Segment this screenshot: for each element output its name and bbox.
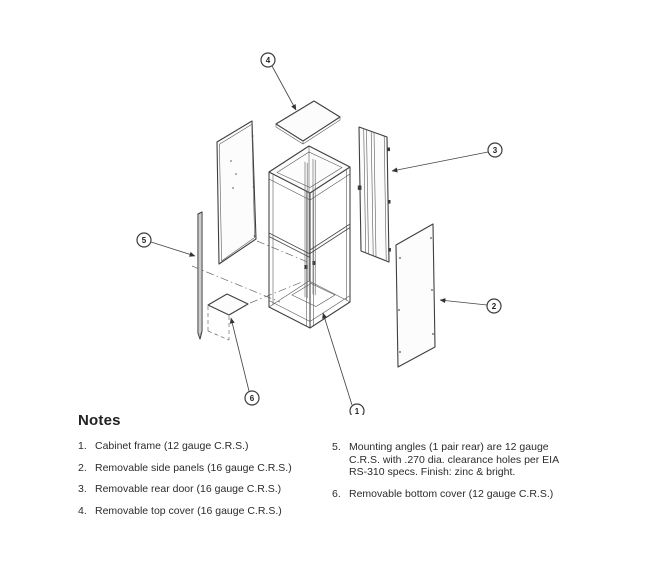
notes-section bbox=[78, 412, 598, 517]
note-item bbox=[78, 505, 328, 518]
note-number: 5. bbox=[332, 441, 341, 453]
callout-6-number: 6 bbox=[249, 394, 255, 403]
callout-1 bbox=[323, 313, 364, 415]
notes-column-right bbox=[332, 441, 560, 509]
notes-column-left bbox=[78, 440, 328, 526]
note-text: Removable rear door (16 gauge C.R.S.) bbox=[95, 483, 282, 495]
note-number: 3. bbox=[78, 483, 87, 495]
callout-3 bbox=[392, 143, 502, 171]
note-text: Removable side panels (16 gauge C.R.S.) bbox=[95, 461, 292, 474]
note-number: 2. bbox=[78, 461, 87, 474]
rear-door-part bbox=[358, 127, 391, 262]
right-side-panel-part bbox=[396, 224, 435, 367]
callout-6 bbox=[231, 318, 259, 405]
note-item bbox=[332, 441, 560, 479]
cabinet-frame-part bbox=[269, 146, 350, 328]
note-text: Removable bottom cover (12 gauge C.R.S.) bbox=[349, 487, 554, 500]
note-number: 6. bbox=[332, 487, 341, 500]
callout-5 bbox=[137, 233, 195, 256]
note-number: 4. bbox=[78, 504, 87, 517]
note-text: Mounting angles (1 pair rear) are 12 gauge C.R.S. with .270 dia. clearance holes per EIA RS-310 specs. Finish: zinc & bright. bbox=[349, 441, 559, 478]
callout-1-number: 1 bbox=[354, 407, 360, 415]
note-item bbox=[78, 462, 328, 475]
callout-4-number: 4 bbox=[265, 56, 271, 65]
note-text: Removable top cover (16 gauge C.R.S.) bbox=[95, 504, 282, 517]
door-latch bbox=[358, 186, 362, 190]
left-side-panel-part bbox=[217, 121, 256, 264]
note-item bbox=[78, 483, 328, 496]
top-cover-part bbox=[276, 101, 340, 144]
callout-2-number: 2 bbox=[491, 302, 497, 311]
callout-2 bbox=[440, 299, 501, 313]
callout-3-number: 3 bbox=[492, 146, 498, 155]
note-item bbox=[78, 440, 328, 453]
mounting-angle-part bbox=[198, 212, 202, 339]
callout-4 bbox=[261, 53, 296, 110]
callout-5-number: 5 bbox=[141, 236, 147, 245]
note-item bbox=[332, 488, 560, 501]
bottom-cover-part bbox=[208, 294, 248, 340]
note-number: 1. bbox=[78, 440, 87, 452]
notes-heading: Notes bbox=[78, 412, 121, 429]
alignment-centerlines bbox=[192, 241, 310, 303]
note-text: Cabinet frame (12 gauge C.R.S.) bbox=[95, 440, 249, 452]
